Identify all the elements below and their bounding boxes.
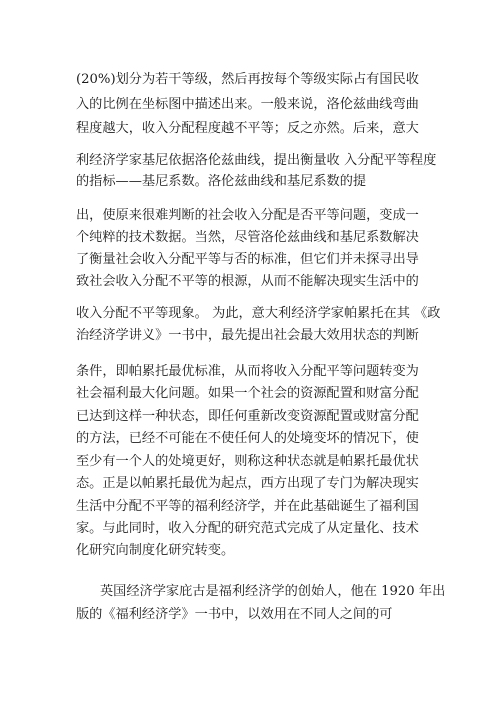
text-line: 已达到这样一种状态，即任何重新改变资源配置或财富分配 [76,409,419,424]
text-line: 条件，即帕累托最优标准，从而将收入分配平等问题转变为 [76,364,419,379]
text-line: 的指标——基尼系数。洛伦兹曲线和基尼系数的提 [76,174,367,189]
text-line: 态。正是以帕累托最优为起点，西方出现了专门为解决现实 [76,476,419,491]
text-line: (20%)划分为若干等级，然后再按每个等级实际占有国民收 [76,72,419,87]
text-line: 至少有一个人的处境更好，则称这种状态就是帕累托最优状 [76,454,419,469]
text-line: 了衡量社会收入分配平等与否的标准，但它们并未探寻出导 [76,252,419,267]
text-line: 致社会收入分配不平等的根源，从而不能解决现实生活中的 [76,274,419,289]
text-line: 化研究向制度化研究转变。 [76,543,235,558]
text-line: 英国经济学家庇古是福利经济学的创始人，他在 1920 年出 [100,584,446,599]
text-line: 出，使原来很难判断的社会收入分配是否平等问题，变成一 [76,208,419,223]
text-line: 利经济学家基尼依据洛伦兹曲线，提出衡量收 入分配平等程度 [76,153,437,168]
text-line: 个纯粹的技术数据。当然，尽管洛伦兹曲线和基尼系数解决 [76,230,419,245]
text-line: 入的比例在坐标图中描述出来。一般来说，洛伦兹曲线弯曲 [76,97,419,112]
text-line: 程度越大，收入分配程度越不平等；反之亦然。后来，意大 [76,121,419,136]
text-line: 版的《福利经济学》一书中，以效用在不同人之间的可 [76,607,393,622]
text-line: 社会福利最大化问题。如果一个社会的资源配置和财富分配 [76,386,419,401]
text-line: 生活中分配不平等的福利经济学，并在此基础诞生了福利国 [76,499,419,514]
text-line: 收入分配不平等现象。 为此，意大利经济学家帕累托在其 《政 [76,306,441,321]
text-line: 家。与此同时，收入分配的研究范式完成了从定量化、技术 [76,521,419,536]
text-line: 治经济学讲义》一书中，最先提出社会最大效用状态的判断 [76,328,419,343]
text-line: 的方法，已经不可能在不使任何人的处境变坏的情况下，使 [76,431,419,446]
